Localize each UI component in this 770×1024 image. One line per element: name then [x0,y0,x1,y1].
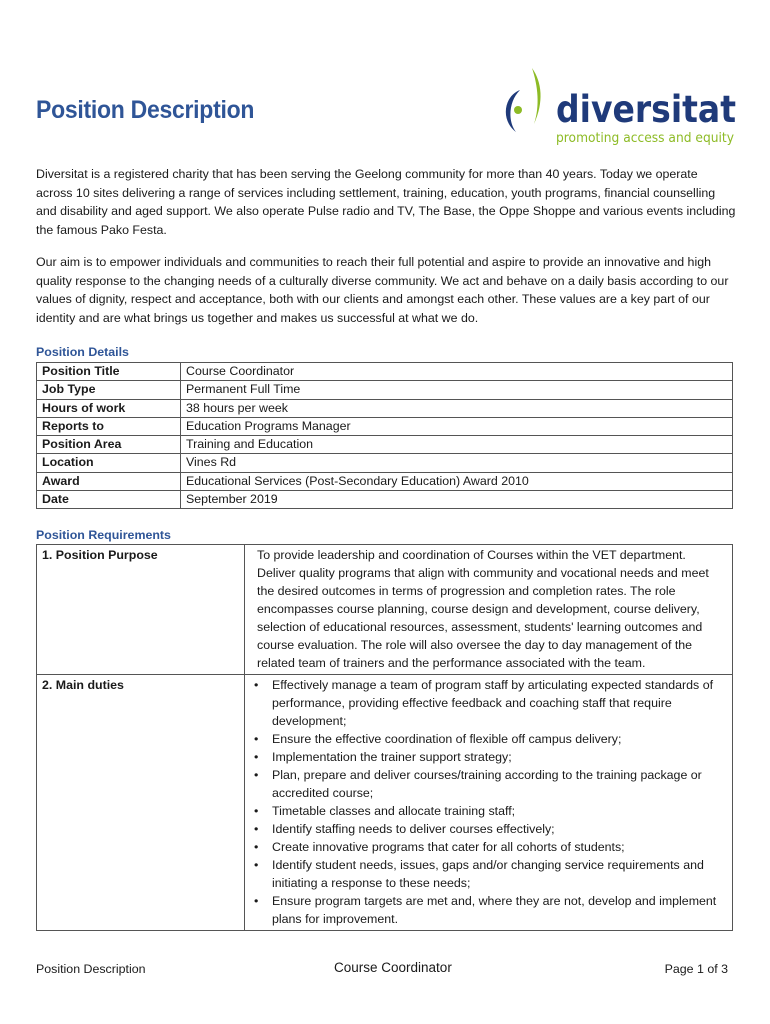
table-row [37,417,733,435]
position-details-table [36,362,733,509]
intro-paragraph-2: Our aim is to empower individuals and communities to reach their full potential and aspire to provide an innovative and high quality response to the changing needs of a culturally diverse community. We act and behave on a daily basis according to our values of dignity, respect and acceptance, both with our clients and amongst each other. These values are a key part of our identity and are what brings us together and makes us successful at what we do. [36,255,729,325]
table-row [37,454,733,472]
bullet-icon: • [254,732,259,746]
main-duties-list [250,676,727,928]
list-item [250,820,727,838]
detail-value: Educational Services (Post-Secondary Education) Award 2010 [181,472,733,490]
requirement-label: 2. Main duties [37,675,245,931]
list-item [250,802,727,820]
detail-label: Hours of work [37,399,181,417]
duty-text: Ensure program targets are met and, where they are not, develop and implement plans for improvement. [272,894,717,926]
detail-value: Training and Education [181,436,733,454]
detail-value: September 2019 [181,491,733,509]
detail-value: 38 hours per week [181,399,733,417]
bullet-icon: • [254,822,259,836]
logo-dot-icon [514,106,522,114]
table-row [37,363,733,381]
detail-label: Job Type [37,381,181,399]
list-item [250,766,727,802]
detail-value: Vines Rd [181,454,733,472]
list-item [250,856,727,892]
detail-label: Award [37,472,181,490]
list-item [250,748,727,766]
bullet-icon: • [254,804,259,818]
detail-value: Course Coordinator [181,363,733,381]
table-row [37,675,733,931]
logo-wordmark: diversitat [556,88,736,131]
duty-text: Ensure the effective coordination of flexible off campus delivery; [272,732,622,746]
list-item [250,676,727,730]
bullet-icon: • [254,768,259,782]
table-row [37,436,733,454]
list-item [250,730,727,748]
table-row [37,545,733,675]
table-row [37,472,733,490]
list-item [250,838,727,856]
footer-page-number: Page 1 of 3 [664,962,728,976]
position-requirements-table [36,544,733,931]
position-details-heading: Position Details [36,345,129,359]
logo-tagline: promoting access and equity [556,130,735,146]
main-duties-cell [245,675,733,931]
bullet-icon: • [254,840,259,854]
detail-label: Location [37,454,181,472]
duty-text: Effectively manage a team of program staff by articulating expected standards of performance, providing effective feedback and coaching staff that require development; [272,678,714,728]
position-purpose-text: To provide leadership and coordination of Courses within the VET department. Deliver quality programs that align with community and vocational needs and meet the desired outcomes in terms of progression and completion rates. The role encompasses course planning, course design and development, course delivery, selection of educational resources, assessment, students' learning outcomes and course evaluation. The role will also oversee the day to day management of the related team of trainers and the performance associated with the team. [245,545,733,675]
bullet-icon: • [254,750,259,764]
detail-label: Date [37,491,181,509]
bullet-icon: • [254,894,259,908]
position-requirements-heading: Position Requirements [36,528,171,542]
table-row [37,381,733,399]
footer-position-name: Course Coordinator [334,960,452,975]
duty-text: Identify student needs, issues, gaps and/or changing service requirements and initiating a response to these needs; [272,858,704,890]
detail-value: Permanent Full Time [181,381,733,399]
page-footer [36,960,728,980]
bullet-icon: • [254,678,259,692]
requirement-label: 1. Position Purpose [37,545,245,675]
page-title: Position Description [36,96,255,124]
diversitat-logo [498,62,738,152]
list-item [250,892,727,928]
duty-text: Create innovative programs that cater for all cohorts of students; [272,840,625,854]
logo-leaf-icon [532,68,541,124]
bullet-icon: • [254,858,259,872]
detail-label: Position Area [37,436,181,454]
detail-value: Education Programs Manager [181,417,733,435]
duty-text: Timetable classes and allocate training staff; [272,804,516,818]
duty-text: Identify staffing needs to deliver courses effectively; [272,822,555,836]
table-row [37,491,733,509]
duty-text: Plan, prepare and deliver courses/training according to the training package or accredited course; [272,768,702,800]
footer-document-title: Position Description [36,962,146,976]
detail-label: Position Title [37,363,181,381]
detail-label: Reports to [37,417,181,435]
duty-text: Implementation the trainer support strategy; [272,750,512,764]
table-row [37,399,733,417]
intro-paragraph-1: Diversitat is a registered charity that has been serving the Geelong community for more than 40 years. Today we operate across 10 sites delivering a range of services including settlement, training, education, youth programs, financial counselling and disability and aged support. We also operate Pulse radio and TV, The Base, the Oppe Shoppe and various events including the famous Pako Festa. [36,167,736,237]
